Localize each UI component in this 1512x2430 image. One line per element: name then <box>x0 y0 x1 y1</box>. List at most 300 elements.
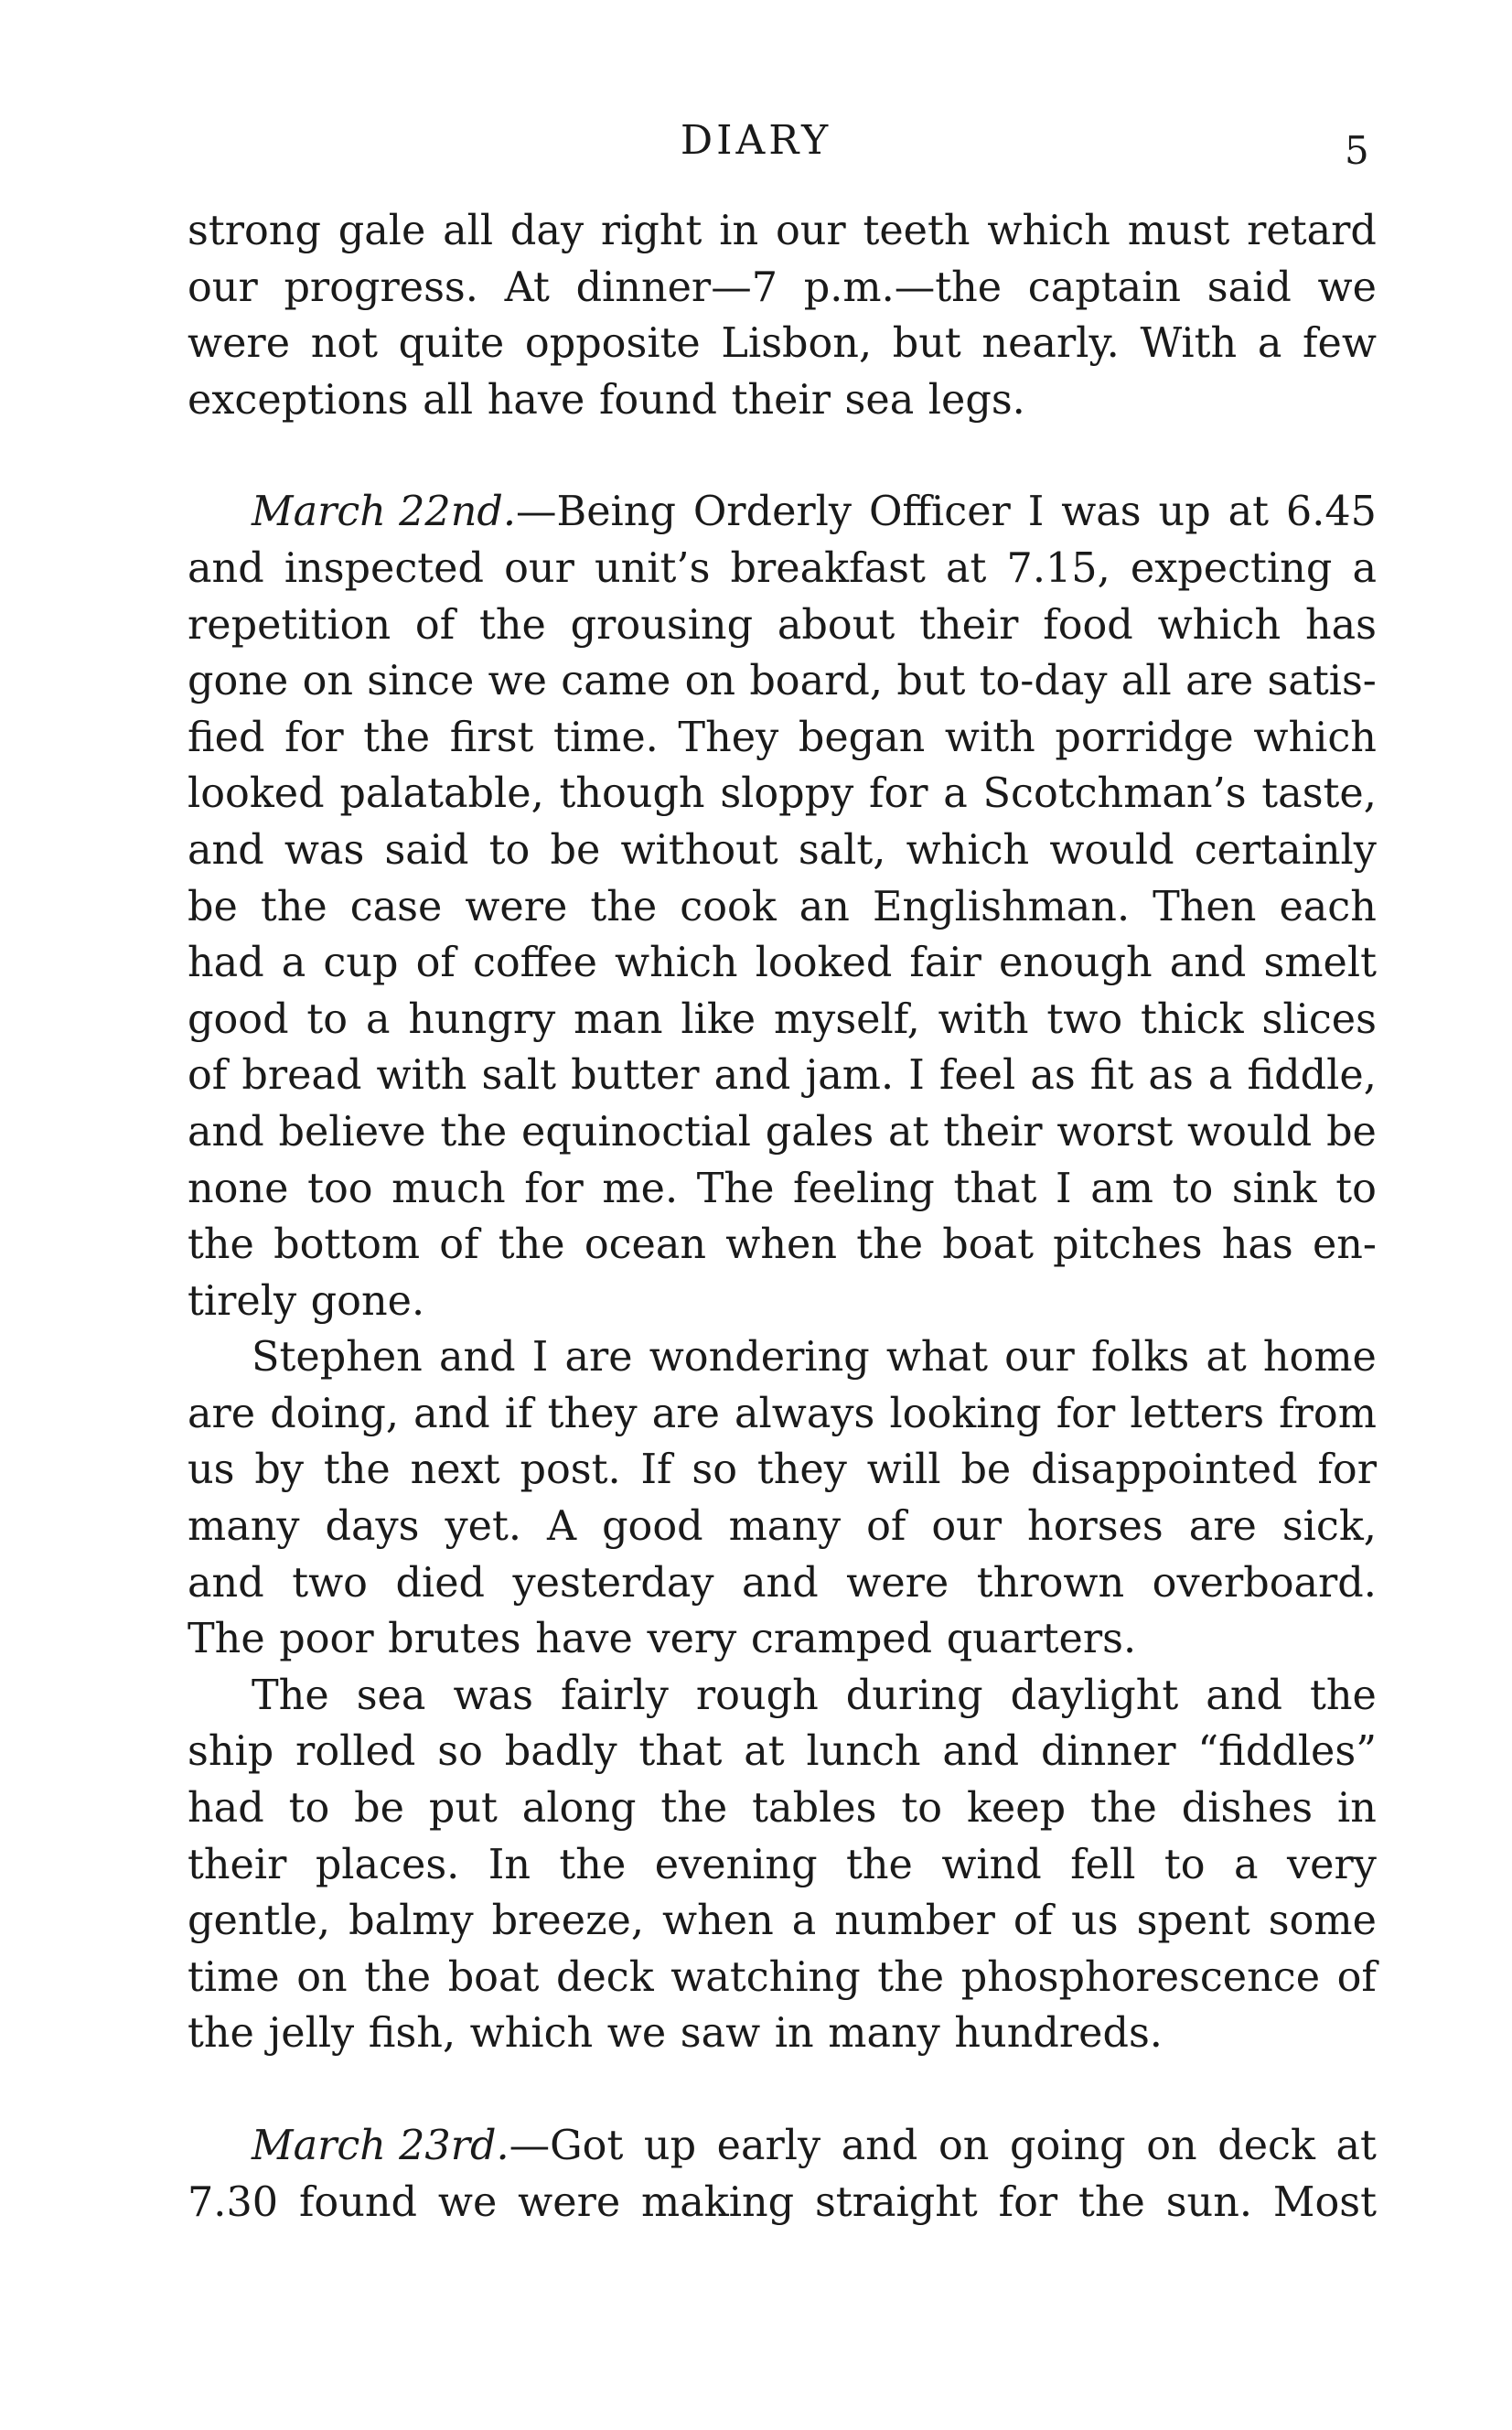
text-line <box>188 823 1377 879</box>
word: what <box>885 1334 988 1382</box>
diary-entry-march-22 <box>188 484 1377 1329</box>
text-line <box>188 203 1377 260</box>
word: which <box>987 208 1110 254</box>
word: were <box>188 320 291 368</box>
word: our <box>1004 1334 1075 1382</box>
word: rough <box>695 1672 819 1719</box>
word: to <box>488 826 531 874</box>
word: about <box>777 601 895 649</box>
word: enough <box>999 940 1153 987</box>
text-line <box>188 653 1377 710</box>
word: we <box>606 2010 667 2058</box>
word: and <box>413 1390 490 1437</box>
word: the <box>846 1841 913 1888</box>
word: believe <box>278 1108 426 1156</box>
word: feeling <box>793 1165 935 1212</box>
word: but <box>892 320 961 368</box>
word: keep <box>966 1785 1067 1833</box>
word: at <box>1206 1334 1247 1382</box>
text-line <box>188 1329 1377 1386</box>
word: some <box>1268 1898 1377 1945</box>
word: making <box>641 2178 795 2226</box>
word: and <box>1169 940 1247 987</box>
word: progress. <box>284 263 478 311</box>
word: gentle, <box>188 1898 331 1945</box>
word: A <box>546 1503 577 1551</box>
word: sun. <box>1165 2178 1253 2226</box>
word: fit <box>1089 1052 1134 1100</box>
word: daylight <box>1010 1672 1179 1719</box>
word: the <box>363 714 431 761</box>
word: and <box>841 2123 918 2169</box>
word: were <box>518 2178 621 2226</box>
word: pitches <box>1053 1221 1203 1269</box>
word: ship <box>188 1728 274 1776</box>
word: sea <box>356 1672 426 1719</box>
word: the <box>498 1221 565 1269</box>
word: to <box>1163 1841 1206 1888</box>
word: their <box>943 1108 1043 1156</box>
word: so <box>437 1728 483 1776</box>
word: the <box>440 1108 508 1156</box>
word: spent <box>1136 1898 1250 1945</box>
text-line <box>188 1048 1377 1104</box>
text-line <box>188 316 1377 372</box>
word: time. <box>553 714 659 761</box>
word: feel <box>938 1052 1016 1100</box>
word: to <box>1172 1165 1214 1212</box>
word: few <box>1303 320 1377 368</box>
word: the <box>323 1446 391 1494</box>
word: the <box>1310 1672 1377 1719</box>
word: overboard. <box>1152 1559 1377 1607</box>
word: The <box>252 1672 329 1719</box>
text-line <box>188 710 1377 767</box>
word: that <box>638 1728 723 1776</box>
word: on <box>684 658 736 705</box>
word: next <box>410 1446 500 1494</box>
word: exceptions <box>188 376 409 424</box>
word: the <box>188 1221 254 1269</box>
word: a <box>791 1898 817 1945</box>
word: for <box>1317 1446 1377 1494</box>
word: nearly. <box>981 320 1120 368</box>
word: the <box>559 1841 627 1888</box>
word: “fiddles” <box>1197 1728 1377 1776</box>
word: to-day <box>979 658 1108 705</box>
word: teeth <box>863 208 970 254</box>
word: on <box>302 658 354 705</box>
word: disappointed <box>1031 1446 1298 1494</box>
word: a <box>943 770 968 818</box>
word: March 22nd.—Being <box>252 489 676 536</box>
word: quarters. <box>946 1616 1137 1663</box>
word: to <box>901 1785 943 1833</box>
word: expecting <box>1130 544 1333 592</box>
word: gale <box>338 208 426 254</box>
word: balmy <box>349 1898 474 1945</box>
word: unit’s <box>594 544 711 592</box>
word: two <box>1046 995 1123 1043</box>
page-number: 5 <box>1345 128 1369 173</box>
word: of <box>439 1221 479 1269</box>
word: me. <box>602 1165 679 1212</box>
word: grousing <box>570 601 754 649</box>
word: time <box>188 1953 280 2001</box>
word: bread <box>241 1052 362 1100</box>
word: horses <box>1027 1503 1163 1551</box>
word: certainly <box>1194 826 1377 874</box>
word: Scotchman’s <box>982 770 1247 818</box>
word: dinner—7 <box>575 263 778 311</box>
word: though <box>559 770 705 818</box>
text-line <box>188 1386 1377 1443</box>
text-line-with-date <box>188 2118 1377 2175</box>
word: which <box>1253 714 1377 761</box>
text-line <box>188 1161 1377 1218</box>
word: be <box>550 826 601 874</box>
word: much <box>391 1165 506 1212</box>
paragraph <box>188 1329 1377 1668</box>
text-line <box>188 992 1377 1048</box>
word: a <box>365 995 391 1043</box>
word: the <box>188 2010 254 2058</box>
word: had <box>188 940 264 987</box>
word: myself, <box>773 995 920 1043</box>
word: gales <box>765 1108 874 1156</box>
entry-date: March 22nd. <box>252 489 517 536</box>
word: put <box>428 1785 498 1833</box>
word: had <box>188 1785 264 1833</box>
word: on <box>938 2123 990 2169</box>
word: en- <box>1312 1221 1377 1269</box>
word: always <box>734 1390 875 1437</box>
word: taste, <box>1261 770 1377 818</box>
word: our <box>931 1503 1003 1551</box>
word: satis- <box>1267 658 1377 705</box>
word: for <box>1056 1390 1116 1437</box>
word: be <box>960 1446 1012 1494</box>
word: which <box>906 826 1030 874</box>
word: in <box>719 208 759 254</box>
word: I <box>1056 1165 1072 1212</box>
word: for <box>524 1165 584 1212</box>
word: bottom <box>273 1221 421 1269</box>
word: sea <box>844 376 915 424</box>
word: all <box>1121 658 1172 705</box>
word: Then <box>1153 883 1257 930</box>
word: be <box>188 883 238 930</box>
word: Officer <box>868 489 1011 536</box>
word: fairly <box>560 1672 669 1719</box>
word: legs. <box>928 376 1025 424</box>
word: a <box>1234 1841 1259 1888</box>
word: jelly <box>268 2010 355 2058</box>
word: and <box>1206 1672 1282 1719</box>
word: sloppy <box>720 770 854 818</box>
word: to <box>306 995 349 1043</box>
word: a <box>1257 320 1282 368</box>
word: and <box>438 1334 516 1382</box>
word: the <box>877 1953 945 2001</box>
word: In <box>488 1841 531 1888</box>
word: of <box>414 601 456 649</box>
word: p.m.—the <box>803 263 1003 311</box>
word: and <box>742 1559 819 1607</box>
word: so <box>692 1446 738 1494</box>
word: coffee <box>472 940 597 987</box>
word: am <box>1090 1165 1153 1212</box>
word: would <box>1049 826 1174 874</box>
word: dishes <box>1181 1785 1314 1833</box>
word: found <box>598 376 718 424</box>
text-line <box>188 1668 1377 1725</box>
word: man <box>574 995 663 1043</box>
text-line <box>188 879 1377 936</box>
word: since <box>367 658 475 705</box>
word: our <box>775 208 846 254</box>
word: looked <box>188 770 325 818</box>
word: straight <box>814 2178 978 2226</box>
word: fair <box>909 940 981 987</box>
word: and <box>188 1108 264 1156</box>
word: gone. <box>310 1277 425 1325</box>
word: smelt <box>1263 940 1377 987</box>
word: salt <box>481 1052 556 1100</box>
word: phosphorescence <box>960 1953 1321 2001</box>
word: at <box>744 1728 785 1776</box>
word: the <box>478 601 546 649</box>
word: with <box>944 714 1035 761</box>
word: With <box>1140 320 1238 368</box>
word: tirely <box>188 1277 297 1325</box>
text-line <box>188 1274 1377 1330</box>
word: by <box>254 1446 304 1494</box>
word: be <box>354 1785 404 1833</box>
word: lunch <box>806 1728 921 1776</box>
text-line <box>188 1104 1377 1161</box>
word: up <box>643 2123 697 2169</box>
word: home <box>1262 1334 1377 1382</box>
word: at <box>1228 489 1270 536</box>
word: doing, <box>270 1390 400 1437</box>
text-line <box>188 1780 1377 1837</box>
diary-entry-march-23 <box>188 2118 1377 2231</box>
word: 7.15, <box>1006 544 1110 592</box>
text-line <box>188 1950 1377 2006</box>
word: without <box>620 826 778 874</box>
word: yet. <box>445 1503 521 1551</box>
word: post. <box>520 1446 621 1494</box>
word: letters <box>1130 1390 1265 1437</box>
word: said <box>1206 263 1292 311</box>
word: looking <box>889 1390 1042 1437</box>
word: be <box>1326 1108 1377 1156</box>
word: evening <box>654 1841 818 1888</box>
word: looked <box>755 940 893 987</box>
word: their <box>731 376 831 424</box>
word: which <box>615 940 738 987</box>
word: each <box>1279 883 1377 930</box>
word: we <box>437 2178 498 2226</box>
word: but <box>896 658 966 705</box>
word: was <box>453 1672 533 1719</box>
word: are <box>564 1334 633 1382</box>
word: many <box>188 1503 300 1551</box>
word: all <box>423 376 474 424</box>
word: many <box>828 2010 940 2058</box>
word: places. <box>315 1841 460 1888</box>
word: watching <box>670 1953 861 2001</box>
word: saw <box>680 2010 761 2058</box>
word: deck <box>1217 2123 1315 2169</box>
word: Most <box>1272 2178 1377 2226</box>
word: yesterday <box>512 1559 714 1607</box>
word: thick <box>1140 995 1244 1043</box>
word: thrown <box>976 1559 1125 1607</box>
word: they <box>547 1390 638 1437</box>
word: butter <box>571 1052 700 1100</box>
word: very <box>647 1616 737 1663</box>
word: the <box>364 1953 432 2001</box>
word: along <box>521 1785 637 1833</box>
word: has <box>1304 601 1377 649</box>
word: The <box>696 1165 775 1212</box>
word: our <box>188 263 258 311</box>
word: inspected <box>284 544 484 592</box>
word: number <box>834 1898 995 1945</box>
text-line <box>188 1893 1377 1950</box>
word: I <box>531 1334 549 1382</box>
running-head-title: DIARY <box>680 117 832 164</box>
word: 7.30 <box>188 2178 279 2226</box>
paragraph <box>188 203 1377 428</box>
word: when <box>661 1898 774 1945</box>
word: and <box>713 1052 791 1100</box>
word: fied <box>188 714 265 761</box>
word: fish, <box>368 2010 456 2058</box>
word: cramped <box>750 1616 933 1663</box>
word: palatable, <box>339 770 544 818</box>
word: badly <box>504 1728 617 1776</box>
word: poor <box>279 1616 374 1663</box>
word: the <box>856 1221 924 1269</box>
text-line <box>188 1499 1377 1555</box>
word: good <box>602 1503 703 1551</box>
word: from <box>1279 1390 1377 1437</box>
word: two <box>292 1559 368 1607</box>
word: are <box>1188 1503 1257 1551</box>
word: in <box>1337 1785 1377 1833</box>
entry-date: March 23rd. <box>252 2123 509 2169</box>
word: none <box>188 1165 289 1212</box>
text-line <box>188 2005 1377 2062</box>
word: opposite <box>524 320 701 368</box>
word: too <box>307 1165 373 1212</box>
word: first <box>449 714 534 761</box>
text-line <box>188 1611 1377 1668</box>
word: we <box>488 658 548 705</box>
word: with <box>376 1052 467 1100</box>
text-line <box>188 597 1377 654</box>
body-text <box>188 203 1377 2231</box>
word: and <box>188 826 264 874</box>
word: an <box>799 883 850 930</box>
word: were <box>465 883 568 930</box>
word: a <box>281 940 306 987</box>
word: their <box>919 601 1019 649</box>
word: wind <box>941 1841 1042 1888</box>
word: and <box>188 544 264 592</box>
word: sick, <box>1281 1503 1377 1551</box>
word: food <box>1043 601 1133 649</box>
text-line <box>188 935 1377 992</box>
text-line <box>188 1724 1377 1780</box>
word: good <box>188 995 289 1043</box>
word: porridge <box>1055 714 1234 761</box>
word: They <box>678 714 779 761</box>
word: which <box>1157 601 1281 649</box>
word: were <box>846 1559 949 1607</box>
word: boat <box>447 1953 540 2001</box>
word: in <box>774 2010 814 2058</box>
word: equinoctial <box>521 1108 751 1156</box>
word: rolled <box>295 1728 416 1776</box>
word: jam. <box>805 1052 895 1100</box>
word: the <box>260 883 327 930</box>
word: the <box>1089 1785 1157 1833</box>
word: brutes <box>388 1616 521 1663</box>
word: sink <box>1231 1165 1317 1212</box>
word: died <box>395 1559 486 1607</box>
word: cook <box>680 883 777 930</box>
word: would <box>1187 1108 1313 1156</box>
word: at <box>887 1108 929 1156</box>
word: days <box>325 1503 420 1551</box>
text-line <box>188 766 1377 823</box>
word: that <box>953 1165 1037 1212</box>
word: to <box>1335 1165 1377 1212</box>
word: of <box>415 940 456 987</box>
word: Englishman. <box>872 883 1131 930</box>
word: right <box>600 208 702 254</box>
word: early <box>716 2123 821 2169</box>
word: on <box>296 1953 348 2001</box>
word: breeze, <box>491 1898 644 1945</box>
word: and <box>188 1559 264 1607</box>
word: 6.45 <box>1285 489 1377 536</box>
word: have <box>535 1616 633 1663</box>
word: a <box>1207 1052 1233 1100</box>
text-line-with-date <box>188 484 1377 541</box>
word: the <box>660 1785 728 1833</box>
word: up <box>1158 489 1211 536</box>
word: they <box>756 1446 847 1494</box>
word: will <box>866 1446 941 1494</box>
word: to <box>288 1785 330 1833</box>
word: for <box>869 770 928 818</box>
word: at <box>1335 2123 1377 2169</box>
word: was <box>1061 489 1142 536</box>
text-line <box>188 1442 1377 1499</box>
word: of <box>1013 1898 1054 1945</box>
word: At <box>504 263 550 311</box>
word: I <box>908 1052 925 1100</box>
word: not <box>310 320 379 368</box>
word: deck <box>555 1953 654 2001</box>
word: strong <box>188 208 321 254</box>
word: dinner <box>1040 1728 1176 1776</box>
